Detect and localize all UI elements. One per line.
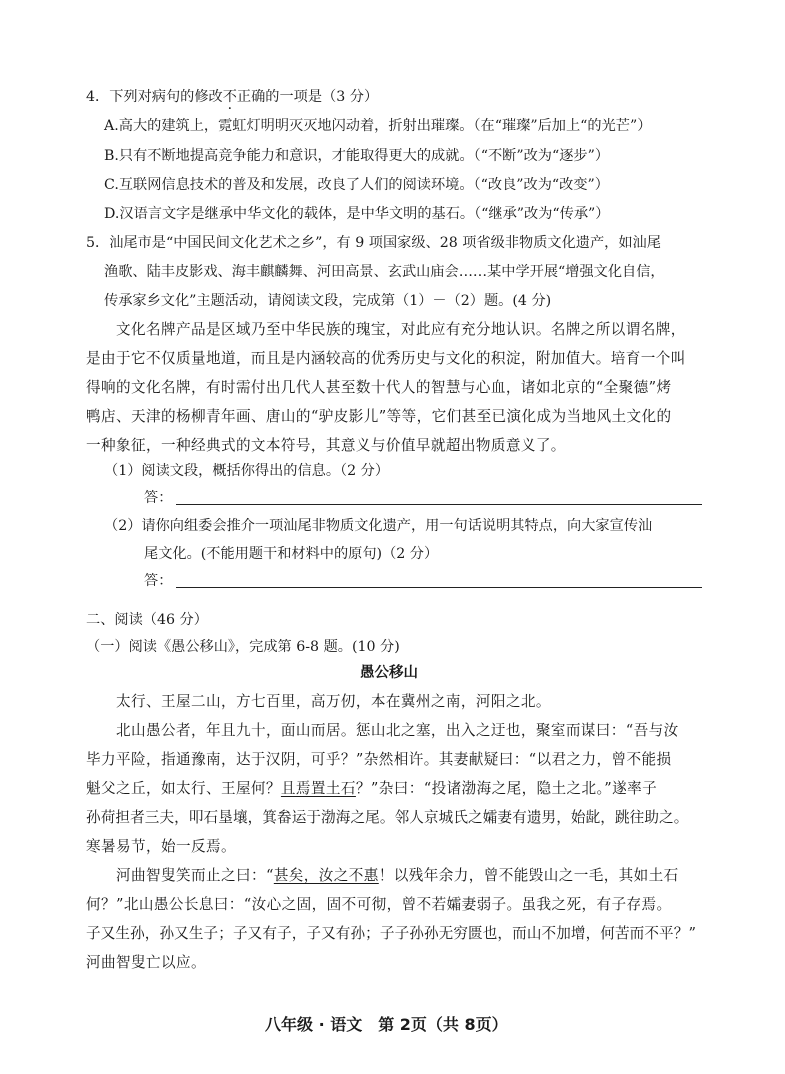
- q5-sub2-line-1: （2）请你向组委会推介一项汕尾非物质文化遗产，用一句话说明其特点，向大家宣传汕: [104, 518, 653, 534]
- underlined-phrase-1: 且焉置土石: [280, 780, 356, 797]
- q5-passage-line-2: 是由于它不仅质量地道，而且是内涵较高的优秀历史与文化的积淀，附加值大。培育一个叫: [86, 350, 686, 367]
- q4-option-a: A.高大的建筑上，霓虹灯明明灭灭地闪动着，折射出璀璨。（在“璀璨”后加上“的光芒”）: [104, 118, 652, 134]
- page-footer: 八年级 · 语文 第 2页（共 8页）: [265, 1015, 508, 1034]
- passage-title: 愚公移山: [360, 665, 418, 681]
- q4-option-c: C.互联网信息技术的普及和发展，改良了人们的阅读环境。（“改良”改为“改变”）: [104, 177, 609, 193]
- classical-text-line-5: 孙荷担者三夫，叩石垦壤，箕畚运于渤海之尾。邻人京城氏之孀妻有遗男，始龀，跳往助之。: [86, 809, 689, 826]
- underlined-phrase-2: 甚矣，汝之不惠: [273, 867, 379, 884]
- q5-passage-line-3: 得响的文化名牌，有时需付出几代人甚至数十代人的智慧与心血，诸如北京的“全聚德”烤: [86, 379, 672, 396]
- classical-text-line-1: 太行、王屋二山，方七百里，高万仞，本在冀州之南，河阳之北。: [116, 693, 551, 710]
- classical-text-line-7: 河曲智叟笑而止之曰：“甚矣，汝之不惠！以残年余力，曾不能毁山之一毛，其如土石: [116, 867, 679, 884]
- q4-option-d: D.汉语言文字是继承中华文化的载体，是中华文明的基石。（“继承”改为“传承”）: [104, 206, 610, 222]
- q4-option-b: B.只有不断地提高竞争能力和意识，才能取得更大的成就。（“不断”改为“逐步”）: [104, 148, 610, 164]
- q5-sub1: （1）阅读文段，概括你得出的信息。（2 分）: [104, 463, 390, 479]
- answer-label-1: 答：: [144, 490, 173, 506]
- classical-text-line-2: 北山愚公者，年且九十，面山而居。惩山北之塞，出入之迂也，聚室而谋曰：“吾与汝: [116, 722, 679, 739]
- classical-text-line-3: 毕力平险，指通豫南，达于汉阴，可乎？”杂然相许。其妻献疑曰：“以君之力，曾不能损: [86, 751, 672, 768]
- answer-line-1[interactable]: [176, 504, 702, 505]
- classical-text-line-6: 寒暑易节，始一反焉。: [86, 838, 236, 855]
- section-heading: 二、阅读（46 分）: [86, 612, 208, 628]
- q5-passage-line-1: 文化名牌产品是区域乃至中华民族的瑰宝，对此应有充分地认识。名牌之所以谓名牌，: [116, 321, 686, 338]
- q5-stem-line-3: 传承家乡文化”主题活动，请阅读文段，完成第（1）－（2）题。(4 分): [104, 293, 552, 309]
- classical-text-line-4: 魁父之丘，如太行、王屋何？且焉置土石？”杂曰：“投诸渤海之尾，隐土之北。”遂率子: [86, 780, 658, 797]
- answer-label-2: 答：: [144, 573, 173, 589]
- q5-stem-line-1: 5．汕尾市是“中国民间文化艺术之乡”，有 9 项国家级、28 项省级非物质文化遗产，如汕尾: [86, 235, 661, 251]
- part-heading: （一）阅读《愚公移山》，完成第 6-8 题。(10 分): [86, 639, 400, 655]
- answer-line-2[interactable]: [176, 587, 702, 588]
- classical-text-line-10: 河曲智叟亡以应。: [86, 954, 206, 971]
- q5-stem-line-2: 渔歌、陆丰皮影戏、海丰麒麟舞、河田高景、玄武山庙会……某中学开展“增强文化自信，: [104, 264, 665, 280]
- emphasis-char: 不: [222, 89, 237, 105]
- q4-stem: 4．下列对病句的修改不正确的一项是（3 分）: [86, 89, 379, 105]
- classical-text-line-8: 何？”北山愚公长息曰：“汝心之固，固不可彻，曾不若孀妻弱子。虽我之死，有子存焉。: [86, 896, 672, 913]
- q5-sub2-line-2: 尾文化。(不能用题干和材料中的原句)（2 分）: [144, 546, 439, 562]
- q5-passage-line-5: 一种象征，一种经典式的文本符号，其意义与价值早就超出物质意义了。: [86, 437, 566, 454]
- q5-passage-line-4: 鸭店、天津的杨柳青年画、唐山的“驴皮影儿”等等，它们甚至已演化成为当地风土文化的: [86, 408, 672, 425]
- classical-text-line-9: 子又生孙，孙又生子；子又有子，子又有孙；子子孙孙无穷匮也，而山不加增，何苦而不平？”: [86, 925, 697, 942]
